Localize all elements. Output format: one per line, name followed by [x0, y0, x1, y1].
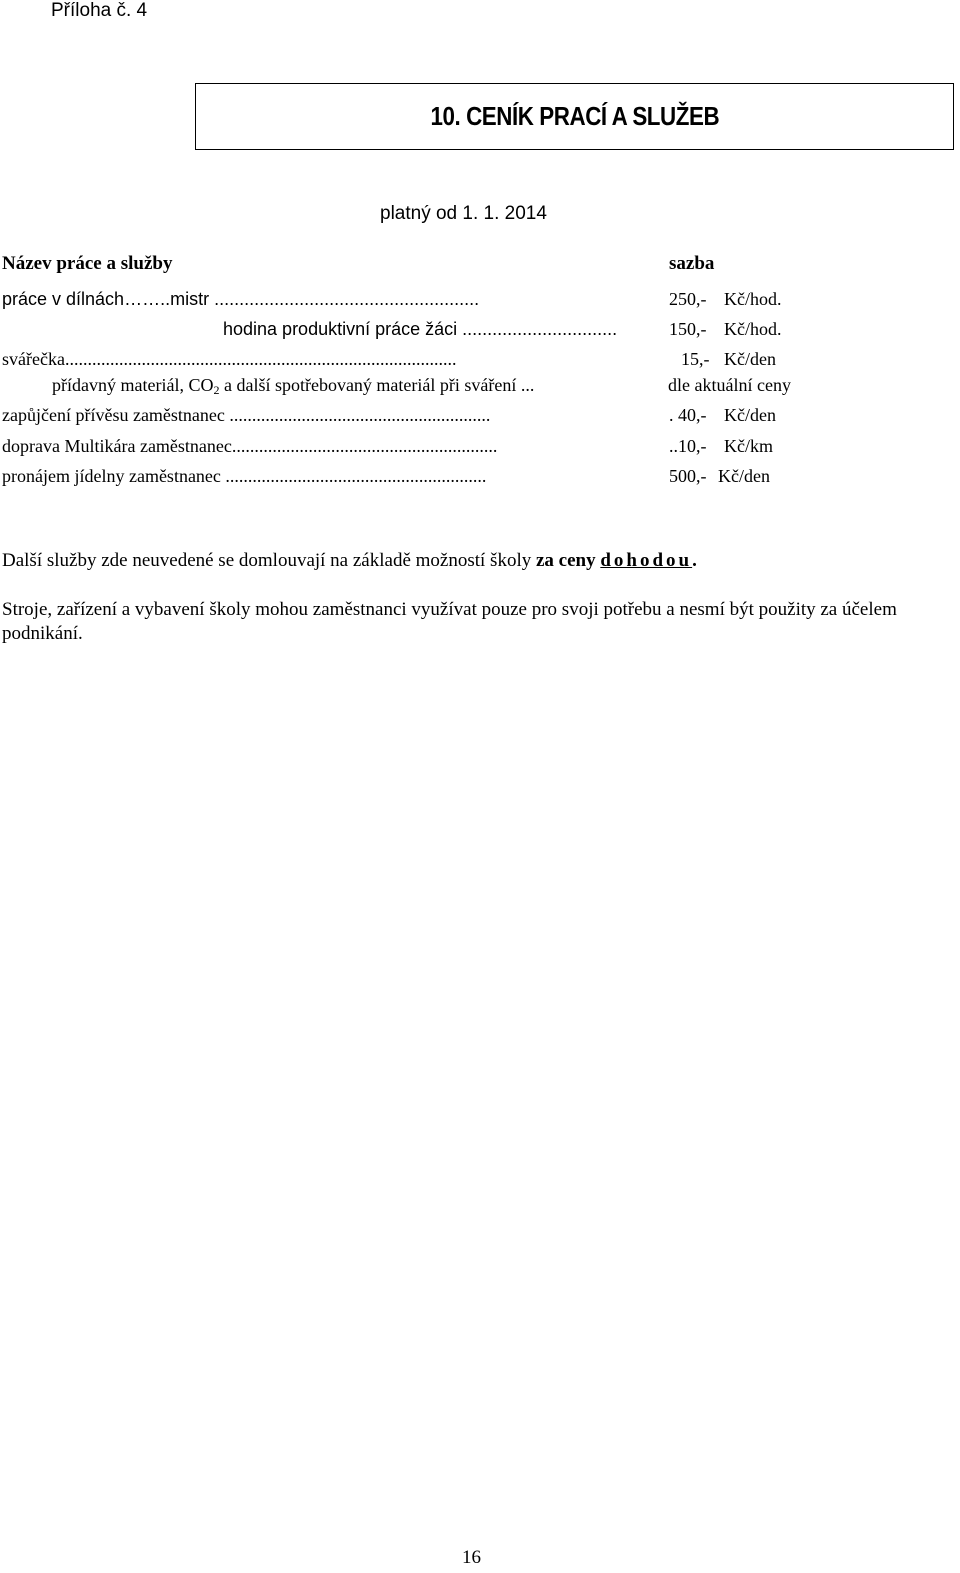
row-name-post: a další spotřebovaný materiál při sváření ... — [219, 375, 535, 395]
row-name-pre: přídavný materiál, CO — [52, 375, 214, 395]
title-box — [195, 83, 954, 150]
row-name: svářečka....................................................................................... — [2, 349, 457, 369]
column-header-rate: sazba — [669, 253, 715, 274]
row-unit: Kč/den — [718, 466, 770, 486]
note-usage: Stroje, zařízení a vybavení školy mohou zaměstnanci využívat pouze pro svoji potřebu a nesmí být použity za účelem podnikání. — [2, 599, 897, 644]
valid-from: platný od 1. 1. 2014 — [380, 203, 547, 224]
annex-label: Příloha č. 4 — [51, 0, 148, 21]
row-unit: Kč/hod. — [724, 289, 782, 309]
row-name: pronájem jídelny zaměstnanec .......................................................... — [2, 466, 487, 486]
row-name: práce v dílnách……..mistr ..................................................... — [2, 289, 480, 309]
row-name: hodina produktivní práce žáci ............................... — [223, 319, 618, 339]
row-rate: 250,- — [669, 289, 707, 309]
page-number: 16 — [462, 1547, 481, 1568]
note-text: Další služby zde neuvedené se domlouvají na základě možností školy — [2, 550, 536, 571]
row-rate: 500,- — [669, 466, 707, 486]
note-end: . — [692, 550, 697, 571]
row-rate: 150,- — [669, 319, 707, 339]
table-row — [52, 374, 534, 401]
row-rate: . 40,- — [669, 405, 707, 425]
note-bold: za ceny — [535, 550, 601, 571]
page-title: 10. CENÍK PRACÍ A SLUŽEB — [430, 101, 719, 131]
row-rate: ..10,- — [669, 436, 707, 456]
row-rate: dle aktuální ceny — [668, 375, 791, 395]
row-rate: 15,- — [681, 349, 710, 369]
row-unit: Kč/km — [724, 436, 773, 456]
note-other-services — [2, 550, 697, 572]
column-header-name: Název práce a služby — [2, 253, 173, 274]
row-unit: Kč/den — [724, 349, 776, 369]
row-name: doprava Multikára zaměstnanec........................................................... — [2, 436, 498, 456]
note-spaced: dohodou — [600, 550, 693, 571]
row-name: zapůjčení přívěsu zaměstnanec .......................................................... — [2, 405, 491, 425]
row-unit: Kč/den — [724, 405, 776, 425]
row-unit: Kč/hod. — [724, 319, 782, 339]
row-name-subscript: 2 — [213, 383, 220, 397]
